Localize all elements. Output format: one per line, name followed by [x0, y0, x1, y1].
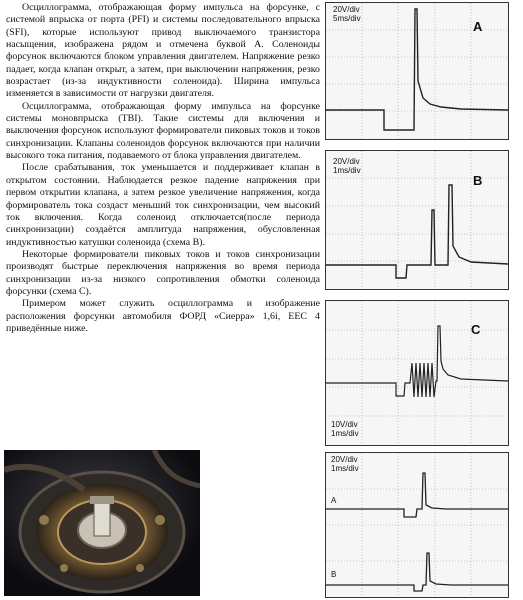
- grid: [326, 453, 508, 597]
- time-scale: 1ms/div: [331, 464, 359, 473]
- time-scale: 1ms/div: [333, 166, 361, 175]
- oscillogram-c: [325, 300, 509, 446]
- waveform-a: [326, 473, 508, 517]
- engine-illustration: [4, 450, 200, 596]
- scope-letter: A: [473, 19, 483, 34]
- injector-photo: [4, 450, 200, 596]
- waveform-b: [326, 185, 508, 278]
- vertical-scale: 10V/div: [331, 420, 358, 429]
- scope-letter: B: [473, 173, 483, 188]
- vertical-scale: 20V/div: [333, 5, 360, 14]
- article-text: [6, 2, 320, 335]
- waveform-c: [326, 326, 508, 397]
- paragraph: Примером может служить осциллограмма и изображение расположения форсунки автомобиля ФОРД «Сиерра» 1,6i, EEC 4 приведённые ниже.: [6, 298, 320, 334]
- paragraph: Осциллограмма, отображающая форму импульса на форсунке, с системой впрыска от порта (PFI) и системы последовательного впрыска (SFI), которые используют привод выключаемого транзистора насыщения, изображена рядом и отмечена буквой A. Соленоиды форсунок включаются блоком управления двигателем. Напряжение резко падает, когда клапан открыт, а затем, при выключении напряжения, резко возрастает (из-за индуктивности соленоида). Ширина импульса изменяется в зависимости от нагрузки двигателя.: [6, 2, 320, 100]
- trace-a-label: A: [331, 496, 337, 505]
- oscillogram-a: [325, 2, 509, 140]
- paragraph: Некоторые формирователи пиковых токов и токов синхронизации производят быстрые переключения напряжения во время периода синхронизации из-за низкого сопротивления обмотки соленоида форсунки (схема C).: [6, 248, 320, 297]
- vertical-scale: 20V/div: [333, 157, 360, 166]
- scope-letter: C: [471, 322, 481, 337]
- paragraph: Осциллограмма, отображающая форму импульса на форсунке системы моновпрыска (TBI). Такие системы для включения и выключения форсунок используют формирователи пиковых токов и токов синхронизации. Клапаны соленоидов форсунок включаются при наличии высокого тока питания, подаваемого от блока управления двигателем.: [6, 100, 320, 162]
- time-scale: 1ms/div: [331, 429, 359, 438]
- trace-b-label: B: [331, 570, 337, 579]
- oscillogram-b: [325, 150, 509, 290]
- time-scale: 5ms/div: [333, 14, 361, 23]
- oscillogram-ford-plot: [326, 453, 508, 597]
- waveform-b: [326, 553, 508, 591]
- vertical-scale: 20V/div: [331, 455, 358, 464]
- paragraph: После срабатывания, ток уменьшается и поддерживает клапан в открытом состоянии. Наблюдается резкое падение напряжения при первом открытии клапана, а затем резкое увеличение напряжения, когда формирователь тока создаст меньший ток синхронизации, чем высокий ток включения. Когда соленоид отключается(после периода синхронизации) создаётся амплитуда напряжения, обусловленная индуктивностью катушки соленоида (схема B).: [6, 162, 320, 248]
- oscillogram-ford: [325, 452, 509, 598]
